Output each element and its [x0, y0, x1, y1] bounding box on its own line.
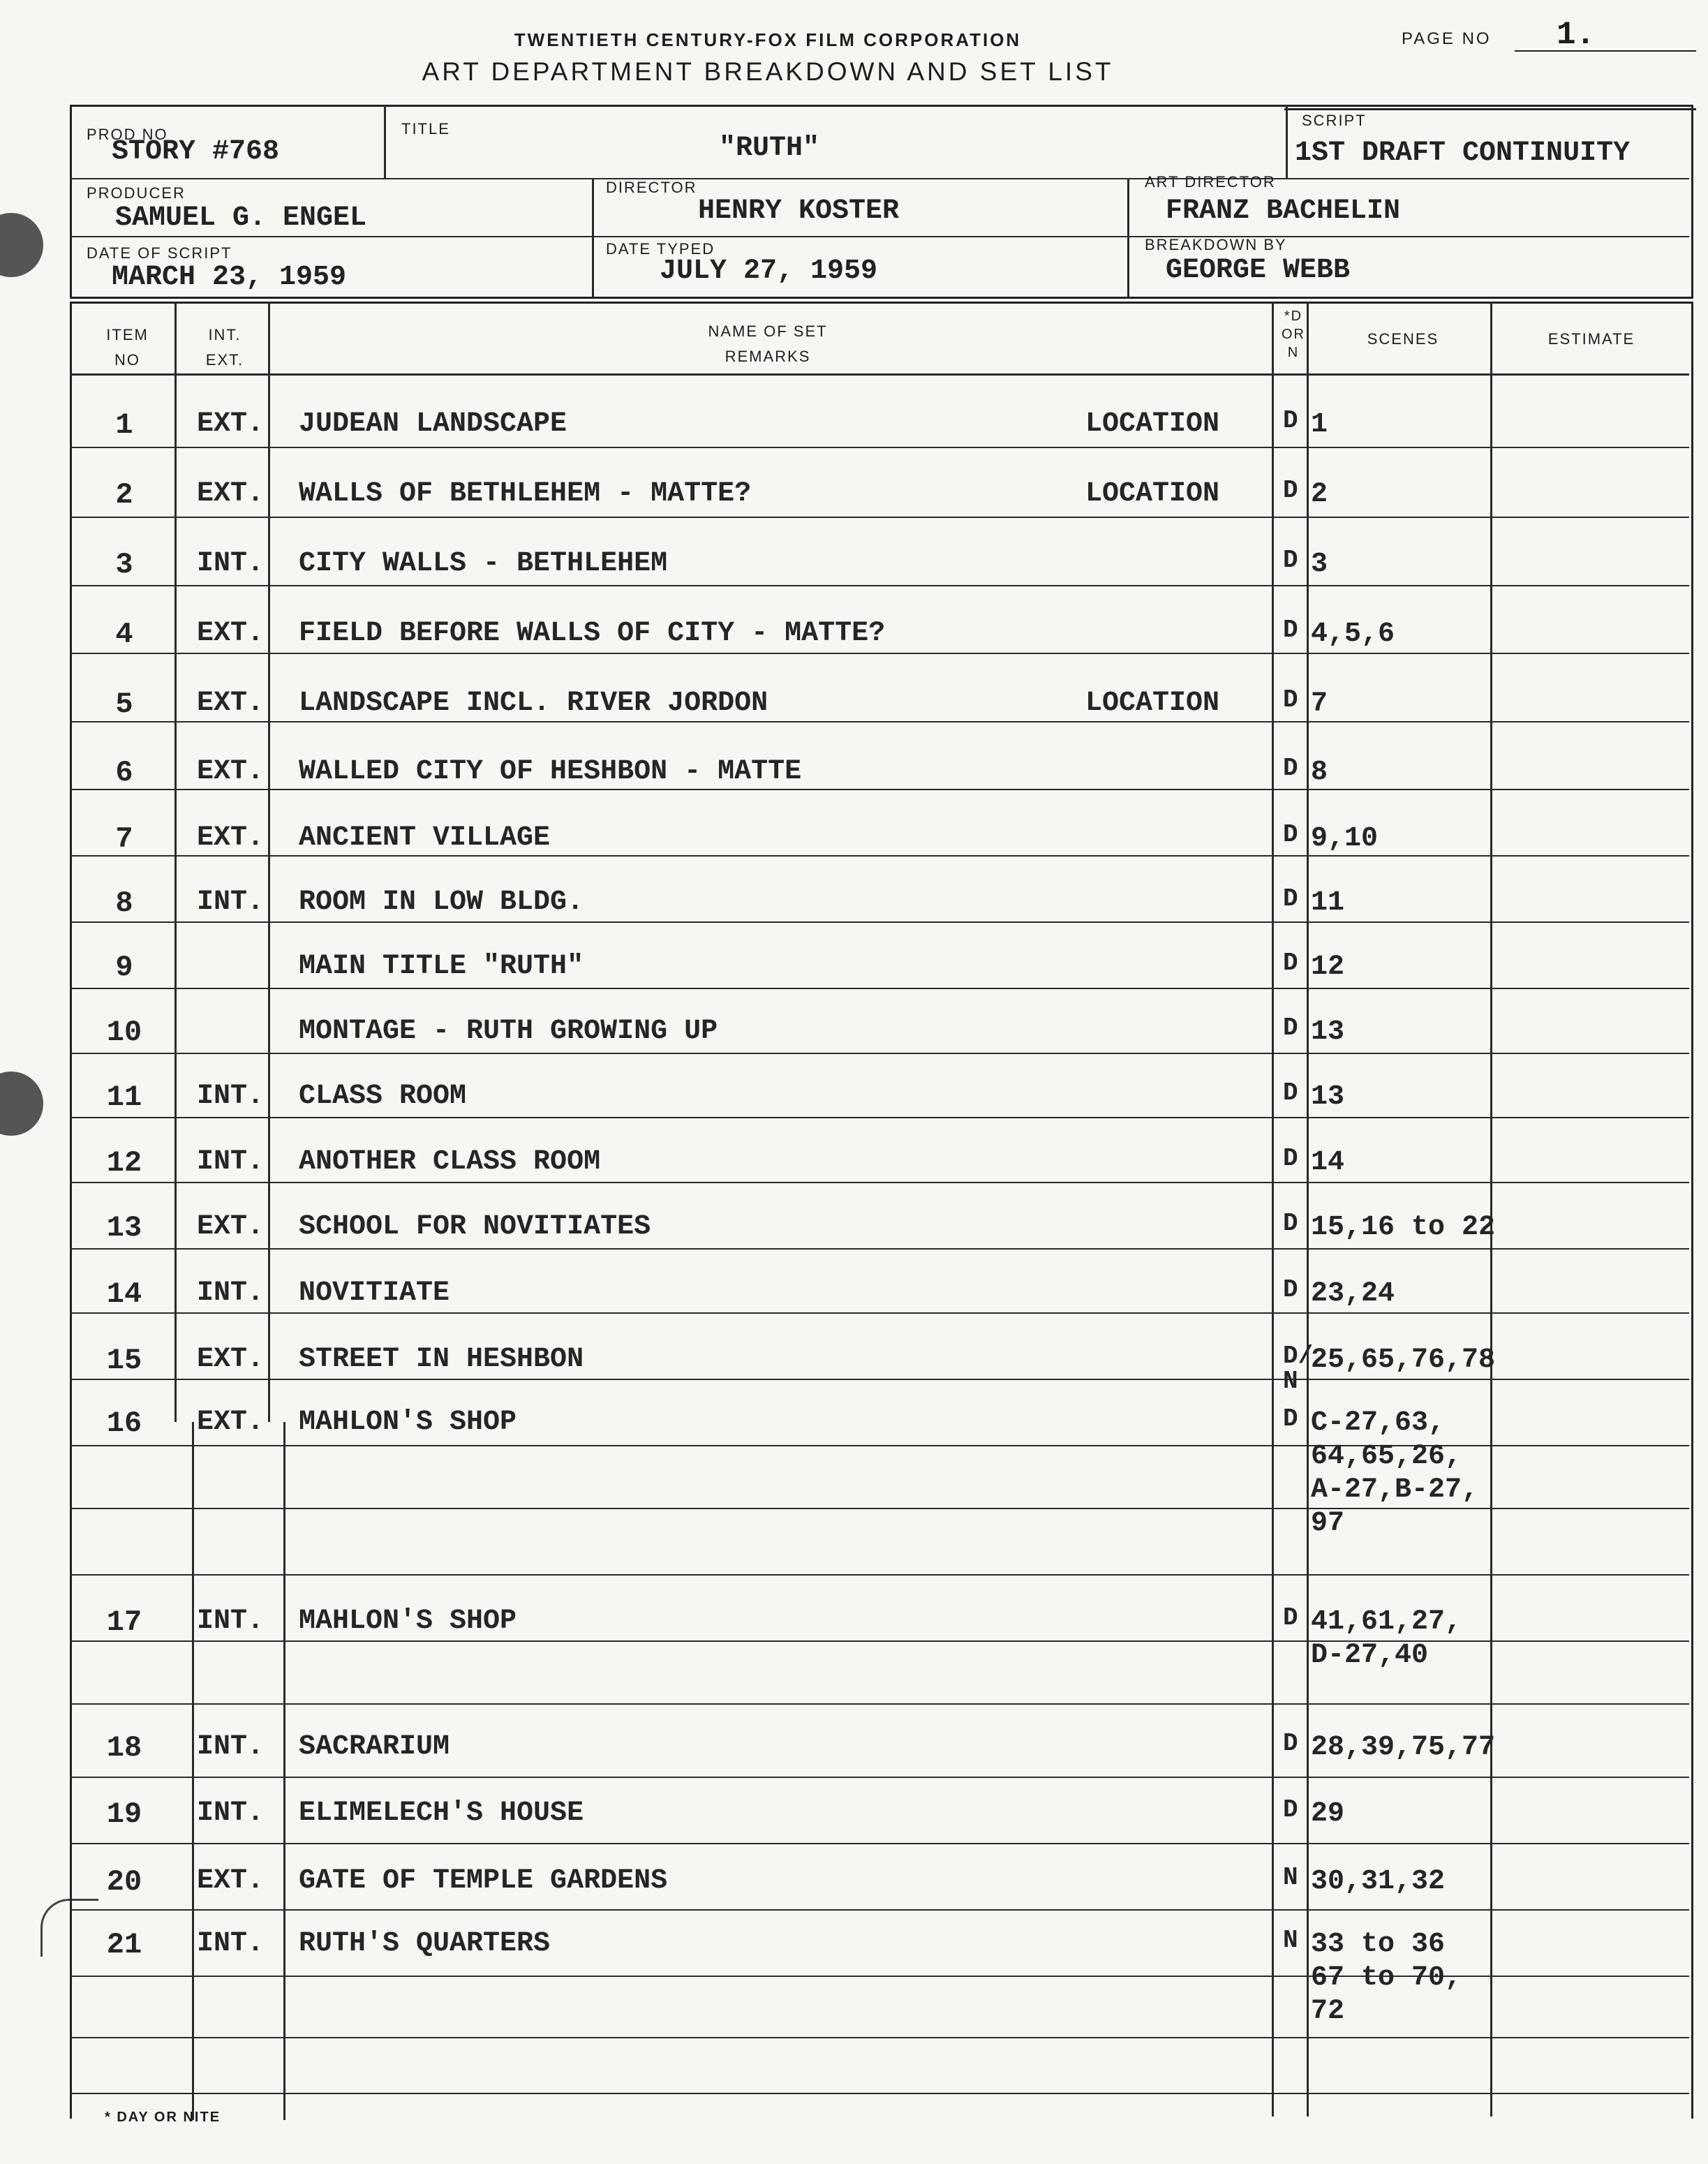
set-name-cell: ANOTHER CLASS ROOM	[299, 1146, 601, 1178]
row-rule	[70, 1117, 1689, 1118]
date-of-script-value: MARCH 23, 1959	[112, 262, 347, 293]
row-rule	[70, 1703, 1689, 1705]
item-no-cell: 10	[106, 1016, 142, 1049]
day-or-nite-cell: D	[1283, 1603, 1298, 1632]
int-ext-cell: EXT.	[197, 756, 265, 787]
set-name-cell: WALLS OF BETHLEHEM - MATTE?	[299, 478, 752, 510]
day-or-nite-cell: D	[1283, 1275, 1298, 1304]
item-no-cell: 19	[106, 1798, 142, 1831]
int-ext-cell: INT.	[197, 1928, 265, 1959]
col-header-name-of-set: NAME OF SET REMARKS	[708, 323, 828, 365]
set-name-cell: MAHLON'S SHOP	[299, 1606, 517, 1637]
scenes-cell: 13	[1311, 1081, 1345, 1113]
scenes-cell: 9,10	[1311, 823, 1379, 854]
art-director-value: FRANZ BACHELIN	[1166, 195, 1401, 227]
row-rule	[70, 2037, 1689, 2038]
punch-hole-top	[0, 213, 43, 277]
int-ext-cell: INT.	[197, 1731, 265, 1763]
item-no-cell: 17	[106, 1606, 142, 1639]
set-name-cell: JUDEAN LANDSCAPE	[299, 408, 567, 440]
set-name-cell: SACRARIUM	[299, 1731, 450, 1763]
day-or-nite-cell: D	[1283, 1014, 1298, 1042]
date-typed-label: DATE TYPED	[606, 240, 715, 258]
day-or-nite-cell: D	[1283, 546, 1298, 575]
item-no-cell: 20	[106, 1865, 142, 1899]
scenes-cell: 3	[1311, 549, 1328, 580]
item-no-cell: 11	[106, 1081, 142, 1114]
col-header-scenes: SCENES	[1367, 330, 1439, 348]
item-no-cell: 8	[115, 887, 133, 920]
script-value: 1ST DRAFT CONTINUITY	[1295, 138, 1631, 169]
row-rule	[70, 1248, 1689, 1250]
scenes-cell: 2	[1311, 479, 1328, 510]
row-rule	[70, 653, 1689, 654]
item-no-cell: 5	[115, 688, 133, 721]
day-or-nite-cell: D/ N	[1283, 1342, 1314, 1395]
title-label: TITLE	[401, 120, 450, 138]
item-no-cell: 1	[115, 408, 133, 442]
table-header-bottom	[70, 373, 1689, 376]
prod-no-label: PROD NO	[87, 126, 168, 143]
item-no-cell: 21	[106, 1928, 142, 1962]
scenes-cell: 23,24	[1311, 1278, 1395, 1310]
row-rule	[70, 1312, 1689, 1314]
day-or-nite-cell: D	[1283, 884, 1298, 913]
script-label: SCRIPT	[1302, 112, 1367, 129]
int-ext-cell: EXT.	[197, 408, 265, 440]
scenes-cell: 15,16 to 22	[1311, 1212, 1496, 1243]
set-name-cell: ANCIENT VILLAGE	[299, 822, 551, 854]
title-value: "RUTH"	[719, 133, 820, 164]
scenes-cell: 25,65,76,78	[1311, 1344, 1496, 1376]
remark-cell: LOCATION	[1085, 478, 1220, 510]
scenes-cell: 11	[1311, 887, 1345, 919]
info-row-divider-1	[70, 178, 1689, 179]
set-name-cell: STREET IN HESHBON	[299, 1344, 584, 1375]
col-divider-item-lower	[192, 1422, 194, 2120]
producer-label: PRODUCER	[87, 184, 186, 202]
row-rule	[70, 789, 1689, 790]
row-rule	[70, 585, 1689, 586]
day-or-nite-cell: D	[1283, 616, 1298, 644]
item-no-cell: 12	[106, 1146, 142, 1180]
art-director-label: ART DIRECTOR	[1145, 173, 1276, 191]
set-name-cell: GATE OF TEMPLE GARDENS	[299, 1865, 668, 1897]
col-divider-scenes	[1490, 302, 1492, 2117]
set-name-cell: NOVITIATE	[299, 1277, 450, 1309]
form-title: ART DEPARTMENT BREAKDOWN AND SET LIST	[422, 57, 1114, 86]
scenes-cell: 4,5,6	[1311, 618, 1395, 650]
int-ext-cell: EXT.	[197, 478, 265, 510]
row-rule	[70, 517, 1689, 518]
footnote: * DAY OR NITE	[105, 2110, 221, 2125]
col-divider-item	[174, 302, 177, 1422]
director-value: HENRY KOSTER	[698, 195, 900, 227]
producer-value: SAMUEL G. ENGEL	[115, 202, 367, 234]
item-no-cell: 7	[115, 822, 133, 856]
breakdown-by-value: GEORGE WEBB	[1166, 255, 1351, 286]
int-ext-cell: EXT.	[197, 688, 265, 719]
scenes-cell: 12	[1311, 951, 1345, 983]
item-no-cell: 3	[115, 548, 133, 581]
day-or-nite-cell: D	[1283, 685, 1298, 714]
scenes-cell: 30,31,32	[1311, 1866, 1446, 1897]
item-no-cell: 2	[115, 478, 133, 512]
set-name-cell: ELIMELECH'S HOUSE	[299, 1798, 584, 1829]
int-ext-cell: INT.	[197, 548, 265, 579]
day-or-nite-cell: N	[1283, 1926, 1298, 1955]
day-or-nite-cell: D	[1283, 1079, 1298, 1107]
set-name-cell: FIELD BEFORE WALLS OF CITY - MATTE?	[299, 618, 886, 649]
scenes-cell: 13	[1311, 1016, 1345, 1048]
day-or-nite-cell: D	[1283, 1144, 1298, 1173]
day-or-nite-cell: D	[1283, 754, 1298, 783]
set-name-cell: SCHOOL FOR NOVITIATES	[299, 1211, 651, 1243]
set-name-cell: RUTH'S QUARTERS	[299, 1928, 551, 1959]
scenes-cell: 41,61,27, D-27,40	[1311, 1606, 1462, 1671]
row-rule	[70, 447, 1689, 448]
remark-cell: LOCATION	[1085, 688, 1220, 719]
scenes-cell: 33 to 36 67 to 70, 72	[1311, 1929, 1462, 2027]
scenes-cell: 28,39,75,77	[1311, 1732, 1496, 1763]
row-rule	[70, 1909, 1689, 1911]
col-header-day-or-nite: *D OR N	[1282, 309, 1305, 360]
item-no-cell: 6	[115, 756, 133, 790]
day-or-nite-cell: D	[1283, 1795, 1298, 1824]
col-header-item-no: ITEM NO	[106, 326, 149, 369]
info-col-divider-mid	[592, 178, 594, 297]
set-name-cell: ROOM IN LOW BLDG.	[299, 887, 584, 918]
day-or-nite-cell: N	[1283, 1863, 1298, 1892]
info-block-top-line	[1284, 108, 1696, 110]
item-no-cell: 18	[106, 1731, 142, 1765]
row-rule	[70, 1574, 1689, 1576]
info-col-divider-prod	[384, 105, 386, 178]
date-typed-value: JULY 27, 1959	[660, 255, 878, 287]
int-ext-cell: EXT.	[197, 822, 265, 854]
row-rule	[70, 721, 1689, 722]
int-ext-cell: INT.	[197, 1798, 265, 1829]
day-or-nite-cell: D	[1283, 476, 1298, 505]
day-or-nite-cell: D	[1283, 1209, 1298, 1238]
item-no-cell: 14	[106, 1277, 142, 1311]
int-ext-cell: INT.	[197, 1081, 265, 1112]
day-or-nite-cell: D	[1283, 406, 1298, 435]
item-no-cell: 9	[115, 951, 133, 984]
director-label: DIRECTOR	[606, 179, 697, 196]
page-number-underline	[1515, 50, 1696, 52]
set-name-cell: MAIN TITLE "RUTH"	[299, 951, 584, 982]
set-name-cell: WALLED CITY OF HESHBON - MATTE	[299, 756, 802, 787]
int-ext-cell: EXT.	[197, 1865, 265, 1897]
row-rule	[70, 1379, 1689, 1380]
item-no-cell: 16	[106, 1407, 142, 1440]
item-no-cell: 13	[106, 1211, 142, 1245]
row-rule	[70, 2093, 1689, 2094]
item-no-cell: 15	[106, 1344, 142, 1377]
scenes-cell: 29	[1311, 1798, 1345, 1830]
item-no-cell: 4	[115, 618, 133, 651]
page-number: 1.	[1557, 17, 1596, 53]
breakdown-by-label: BREAKDOWN BY	[1145, 236, 1287, 253]
scenes-cell: 7	[1311, 688, 1328, 720]
punch-hole-middle	[0, 1072, 43, 1136]
info-row-divider-2	[70, 236, 1689, 237]
int-ext-cell: EXT.	[197, 1344, 265, 1375]
row-rule	[70, 855, 1689, 857]
col-header-estimate: ESTIMATE	[1547, 330, 1635, 348]
row-rule	[70, 1777, 1689, 1778]
col-divider-intext	[268, 302, 270, 1422]
company-name: TWENTIETH CENTURY-FOX FILM CORPORATION	[514, 29, 1022, 50]
int-ext-cell: EXT.	[197, 1407, 265, 1438]
int-ext-cell: INT.	[197, 1606, 265, 1637]
int-ext-cell: INT.	[197, 1146, 265, 1178]
col-divider-name	[1272, 302, 1274, 2117]
page-number-label: PAGE NO	[1402, 29, 1492, 48]
day-or-nite-cell: D	[1283, 820, 1298, 849]
day-or-nite-cell: D	[1283, 1405, 1298, 1433]
info-col-divider-script	[1286, 105, 1288, 178]
col-divider-dn	[1307, 302, 1309, 2117]
row-rule	[70, 1843, 1689, 1844]
info-col-divider-right	[1127, 178, 1129, 297]
row-rule	[70, 1053, 1689, 1054]
day-or-nite-cell: D	[1283, 1729, 1298, 1758]
set-name-cell: CLASS ROOM	[299, 1081, 467, 1112]
row-rule	[70, 1182, 1689, 1183]
scenes-cell: 8	[1311, 757, 1328, 788]
col-header-int-ext: INT. EXT.	[205, 326, 244, 369]
scenes-cell: 14	[1311, 1147, 1345, 1178]
scenes-cell: C-27,63, 64,65,26, A-27,B-27, 97	[1311, 1407, 1479, 1539]
set-name-cell: CITY WALLS - BETHLEHEM	[299, 548, 668, 579]
day-or-nite-cell: D	[1283, 949, 1298, 977]
int-ext-cell: INT.	[197, 1277, 265, 1309]
set-name-cell: MONTAGE - RUTH GROWING UP	[299, 1016, 718, 1047]
remark-cell: LOCATION	[1085, 408, 1220, 440]
int-ext-cell: INT.	[197, 887, 265, 918]
row-rule	[70, 988, 1689, 989]
col-divider-intext-lower	[283, 1422, 285, 2120]
scenes-cell: 1	[1311, 409, 1328, 440]
row-rule	[70, 921, 1689, 923]
set-name-cell: LANDSCAPE INCL. RIVER JORDON	[299, 688, 768, 719]
date-of-script-label: DATE OF SCRIPT	[87, 244, 232, 262]
prod-no-value: STORY #768	[112, 136, 280, 168]
int-ext-cell: EXT.	[197, 618, 265, 649]
int-ext-cell: EXT.	[197, 1211, 265, 1243]
set-name-cell: MAHLON'S SHOP	[299, 1407, 517, 1438]
